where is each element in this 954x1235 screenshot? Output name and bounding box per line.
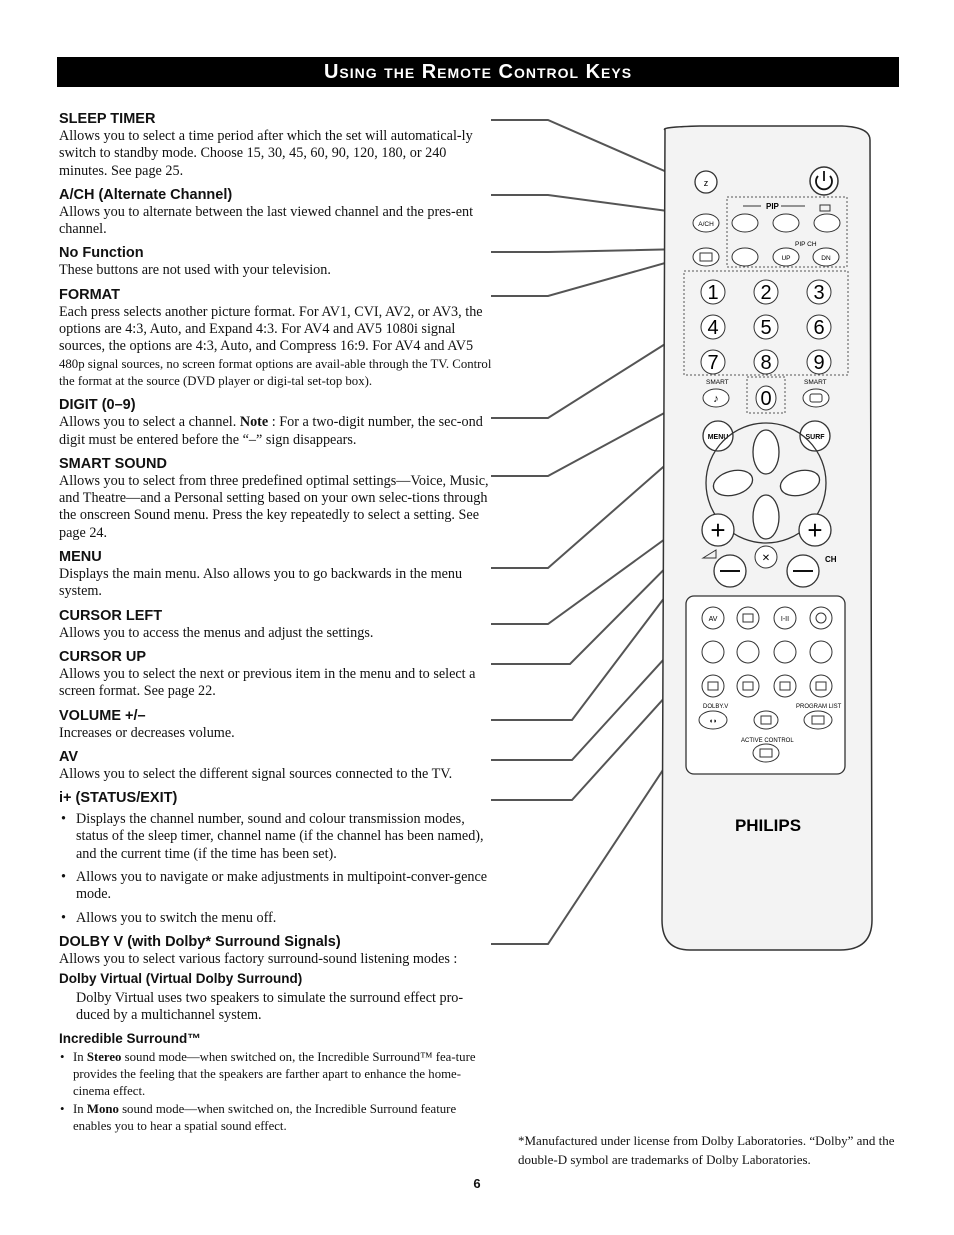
dolby-icon: ◖◗ <box>708 718 718 725</box>
sleep-icon: z <box>703 178 709 188</box>
footnote: *Manufactured under license from Dolby Laboratories. “Dolby” and the double-D symbol are trademarks of Dolby Laboratories. <box>518 1133 895 1167</box>
subheading-dolby-virtual: Dolby Virtual (Virtual Dolby Surround) <box>59 971 303 987</box>
digit-label-3: 3 <box>813 282 825 304</box>
teletext-size-button[interactable] <box>774 675 796 697</box>
pip-label: PIP <box>766 202 779 211</box>
status-bullet-2: • Allows you to navigate or make adjustments in multipoint-conver-gence mode. <box>59 869 495 904</box>
digit-label-2: 2 <box>760 282 772 304</box>
digit-label-4: 4 <box>707 317 719 339</box>
text-volume: Increases or decreases volume. <box>59 724 235 741</box>
cursor-down-button[interactable] <box>753 495 779 539</box>
av-label: AV <box>708 616 718 623</box>
color-button-green[interactable] <box>737 641 759 663</box>
format-text-small: 480p signal sources, no screen format options are avail-able through the TV. Control the format at the source (DVD player or digi-tal set-top box). <box>59 356 492 388</box>
digit-label-8: 8 <box>760 352 772 374</box>
status-bullet-3: • Allows you to switch the menu off. <box>59 910 495 927</box>
text-av: Allows you to select the different signal sources connected to the TV. <box>59 765 453 782</box>
heading-menu: MENU <box>59 549 102 566</box>
heading-smart-sound: SMART SOUND <box>59 455 167 472</box>
digit-label-7: 7 <box>707 352 719 374</box>
text-cursor-left: Allows you to access the menus and adjust the settings. <box>59 624 374 641</box>
clock-button[interactable] <box>810 607 832 629</box>
help-button[interactable] <box>754 711 778 729</box>
digit-label-9: 9 <box>813 352 825 374</box>
digit-text-b: : For a two-digit number, the sec-ond digit must be entered before the “–” sign disappears. <box>59 414 483 448</box>
heading-ach: A/CH (Alternate Channel) <box>59 186 233 203</box>
text-cursor-up: Allows you to select the next or previous item in the menu and to select a screen format. See page 22. <box>59 665 476 700</box>
text-no-function: These buttons are not used with your television. <box>59 262 331 279</box>
color-button-blue[interactable] <box>810 641 832 663</box>
subheading-incredible-surround: Incredible Surround™ <box>59 1031 201 1047</box>
format-button[interactable] <box>693 248 719 266</box>
active-control-label: ACTIVE CONTROL <box>741 738 794 744</box>
pip-button-2[interactable] <box>773 214 799 232</box>
text-ach: Allows you to alternate between the last viewed channel and the pres-ent channel. <box>59 203 474 238</box>
text-dolby-virtual: Dolby Virtual uses two speakers to simulate the surround effect pro-duced by a multichannel system. <box>76 989 464 1023</box>
teletext-button[interactable] <box>702 675 724 697</box>
heading-av: AV <box>59 748 79 765</box>
smart-right-label: SMART <box>804 379 827 386</box>
music-note-icon: ♪ <box>713 393 719 405</box>
plus-icon: + <box>807 515 823 545</box>
cursor-up-button[interactable] <box>753 430 779 474</box>
plus-icon: + <box>710 515 726 545</box>
text-sleep-timer: Allows you to select a time period after which the set will automatical-ly switch to standby mode. Choose 15, 30, 45, 60, 90, 120, 180, or 240 minutes. See page 25. <box>59 128 473 179</box>
color-button-yellow[interactable] <box>774 641 796 663</box>
text-smart-sound: Allows you to select from three predefined optimal settings—Voice, Music, and Theatre—and a Personal setting based on your own selec-tions through the onscreen Sound menu. Press the key repeatedly to select a setting. See page 24. <box>59 472 489 541</box>
color-button-red[interactable] <box>702 641 724 663</box>
teletext-hold-button[interactable] <box>810 675 832 697</box>
dn-label: DN <box>821 255 831 262</box>
digit-label-0: 0 <box>760 388 772 410</box>
pip-button-3[interactable] <box>814 214 840 232</box>
digit-label-5: 5 <box>760 317 772 339</box>
heading-no-function: No Function <box>59 245 144 262</box>
heading-status: i+ (STATUS/EXIT) <box>59 790 178 807</box>
up-label: UP <box>781 255 791 262</box>
digit-label-6: 6 <box>813 317 825 339</box>
heading-cursor-up: CURSOR UP <box>59 648 147 665</box>
dolby-v-label: DOLBY.V <box>703 704 729 710</box>
text-dolby: Allows you to select various factory surround-sound listening modes : <box>59 950 458 967</box>
heading-volume: VOLUME +/– <box>59 707 146 724</box>
heading-cursor-left: CURSOR LEFT <box>59 607 163 624</box>
pip-ch-label: PIP CH <box>795 241 817 248</box>
page-number: 6 <box>473 1176 481 1191</box>
b1-a: In <box>73 1050 84 1065</box>
b2-bold: Mono <box>86 1102 119 1117</box>
i-ii-label: I-II <box>780 616 790 623</box>
status-bullet-1: • Displays the channel number, sound and colour transmission modes, status of the sleep timer, channel name (if the channel has been named), and the current time (if the time has been set). <box>59 811 495 863</box>
surf-label: SURF <box>805 434 825 441</box>
digit-note: Note <box>239 414 269 431</box>
smart-left-label: SMART <box>706 379 729 386</box>
heading-format: FORMAT <box>59 286 120 303</box>
b1-bold: Stereo <box>86 1050 122 1065</box>
digit-label-1: 1 <box>707 282 719 304</box>
digit-text-a: Allows you to select a channel. <box>59 414 237 431</box>
b2-a: In <box>73 1102 84 1117</box>
b1-b: sound mode—when switched on, the Incredible Surround™ fea-ture provides the feeling that the speakers are farther apart to enhance the home-cinema effect. <box>73 1050 476 1099</box>
program-list-button[interactable] <box>804 711 832 729</box>
teletext-mix-button[interactable] <box>737 675 759 697</box>
status-exit-button[interactable] <box>737 607 759 629</box>
page-title: Using the Remote Control Keys <box>57 57 899 87</box>
no-function-button[interactable] <box>732 248 758 266</box>
format-text-main: Each press selects another picture format. For AV1, CVI, AV2, or AV3, the options are 4:3, Auto, and Expand 4:3. For AV4 and AV5 1080i signal sources, the options are 4:3, Auto, and Compress 16:9. For AV4 and AV5 <box>59 303 483 355</box>
pip-button-1[interactable] <box>732 214 758 232</box>
brand-logo: PHILIPS <box>734 816 802 835</box>
heading-dolby: DOLBY V (with Dolby* Surround Signals) <box>59 933 341 950</box>
ach-label: A/CH <box>698 221 714 228</box>
heading-sleep-timer: SLEEP TIMER <box>59 111 156 127</box>
program-list-label: PROGRAM LIST <box>796 704 842 710</box>
ch-label: CH <box>825 555 837 564</box>
menu-label: MENU <box>707 434 729 441</box>
mute-icon: ✕ <box>761 553 771 564</box>
text-menu: Displays the main menu. Also allows you to go backwards in the menu system. <box>59 566 463 600</box>
smart-picture-button[interactable] <box>803 389 829 407</box>
b2-b: sound mode—when switched on, the Incredible Surround feature enables you to hear a spatial sound effect. <box>73 1102 457 1134</box>
heading-digit: DIGIT (0–9) <box>59 397 136 414</box>
active-control-button[interactable] <box>753 744 779 762</box>
